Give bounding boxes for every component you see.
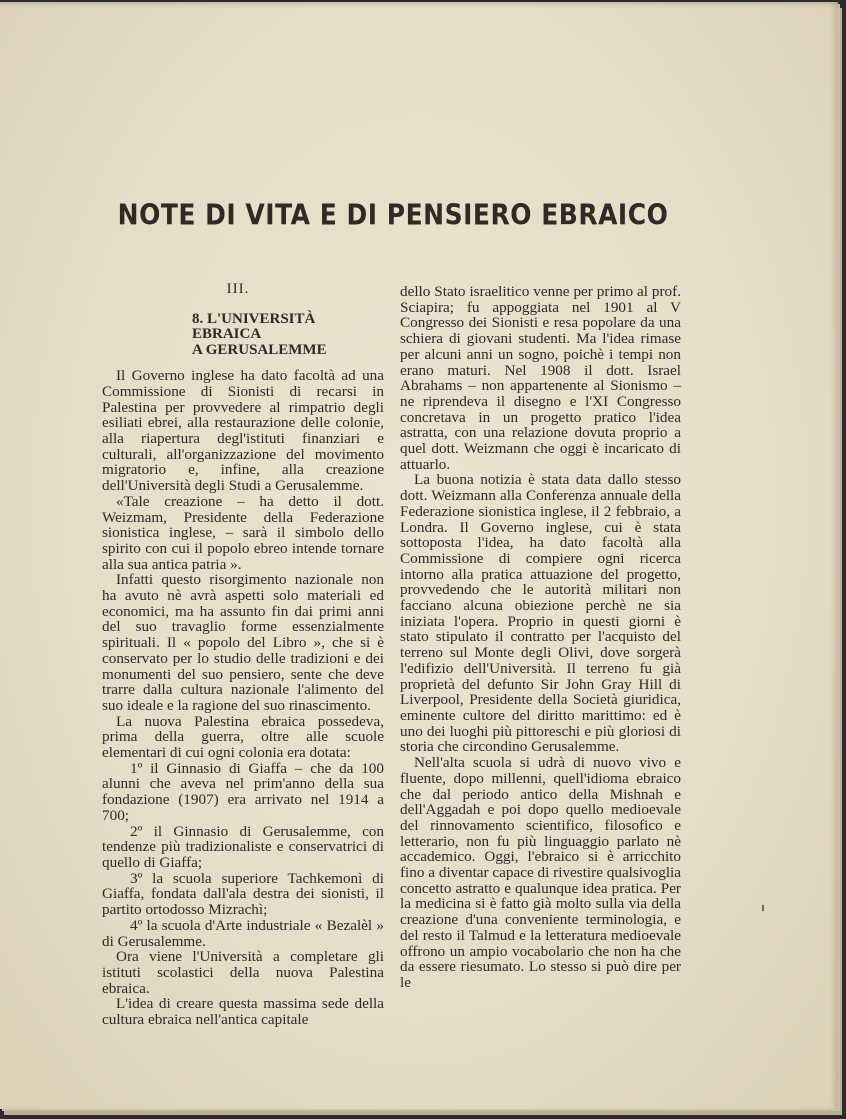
list-item: 1º il Ginnasio di Giaffa – che da 100 alunni che aveva nel prim'anno della sua fondazione (1907) era arrivato nel 1914 a 700; (102, 759, 384, 824)
section-heading-line-2: A GERUSALEMME (192, 341, 327, 358)
list-item: 2º il Ginnasio di Gerusalemme, con tendenze più tradizionaliste e conservatrici di quello di Giaffa; (102, 822, 384, 871)
paragraph: Ora viene l'Università a completare gli istituti scolastici della nuova Palestina ebraica. (102, 948, 384, 997)
page-edge-right (830, 2, 838, 1109)
left-column (102, 282, 384, 1028)
list-item: 4º la scuola d'Arte industriale « Bezalèl » di Gerusalemme. (102, 916, 384, 950)
page-title: NOTE DI VITA E DI PENSIERO EBRAICO (117, 197, 669, 232)
paragraph: Il Governo inglese ha dato facoltà ad una Commissione di Sionisti di recarsi in Palestina per provvedere al rimpatrio degli esiliati ebrei, alla restaurazione delle colonie, alla riapertura degl'istituti finanziari e culturali, all'organizzazione del movimento migratorio e, infine, alla creazione dell'Università degli Studi a Gerusalemme. (102, 367, 384, 495)
right-column (400, 284, 681, 991)
paragraph: dello Stato israelitico venne per primo al prof. Sciapira; fu appoggiata nel 1901 al V Congresso dei Sionisti e resa popolare da una schiera di giovani studenti. Ma l'idea rimase per alcuni anni un sogno, poichè i tempi non erano maturi. Nel 1908 il dott. Israel Abrahams – non appartenente al Sionismo – ne riprendeva il disegno e l'XI Congresso concretava in un progetto pratico l'idea astratta, con una relazione dovuta proprio a quel dott. Weizmann che oggi è incaricato di attuarlo. (400, 283, 681, 473)
paragraph: La buona notizia è stata data dallo stesso dott. Weizmann alla Conferenza annuale della Federazione sionistica inglese, il 2 febbraio, a Londra. Il Governo inglese, cui è stata sottoposta l'idea, ha dato facoltà alla Commissione di compiere ogni ricerca intorno alla pratica attuazione del progetto, provvedendo che le autorità militari non facciano alcuna obiezione perchè ne sia iniziata l'opera. Proprio in questi giorni è stato stipulato il contratto per l'acquisto del terreno sul Monte degli Olivi, dove sorgerà l'edifizio dell'Università. Il terreno fu già proprietà del defunto Sir John Gray Hill di Liverpool, Presidente della Società giuridica, eminente cultore del diritto marittimo: ed è uno dei luoghi più pittoreschi e più gloriosi di storia che circondino Gerusalemme. (400, 471, 681, 756)
paragraph: Nell'alta scuola si udrà di nuovo vivo e fluente, dopo millenni, quell'idioma ebraico che dal periodo antico della Mishnah e dell'Aggadah e poi dopo quello medioevale del rinnovamento scientifico, filosofico e letterario, non fu più linguaggio parlato nè accademico. Oggi, l'ebraico si è arricchito fino a diventar capace di rivestire qualsivoglia concetto astratto e qualunque idea pratica. Per la medicina si è fatto già molto sulla via della creazione d'una conveniente terminologia, e del resto il Talmud e la letteratura medioevale offrono un ampio vocabolario che non ha che da essere riesumato. Lo stesso si può dire per le (400, 754, 681, 991)
paragraph: «Tale creazione – ha detto il dott. Weizmam, Presidente della Federazione sionistica inglese, – sarà il simbolo dello spirito con cui il popolo ebreo intende tornare alla sua antica patria ». (102, 492, 384, 573)
paragraph: Infatti questo risorgimento nazionale non ha avuto nè avrà aspetti solo materiali ed economici, ma ha assunto fin dai primi anni del suo travaglio forme essenzialmente spirituali. Il « popolo del Libro », che si è conservato per lo studio delle tradizioni e dei monumenti del suo pensiero, sente che deve trarre dalla cultura nazionale l'alimento del suo ideale e la ragione del suo rinascimento. (102, 571, 384, 714)
paragraph: L'idea di creare questa massima sede della cultura ebraica nell'antica capitale (102, 995, 384, 1029)
document-page (0, 2, 838, 1109)
list-item: 3º la scuola superiore Tachkemonì di Giaffa, fondata dall'ala destra dei sionisti, il partito ortodosso Mizrachì; (102, 869, 384, 919)
section-heading (192, 312, 384, 359)
ink-mark (762, 905, 764, 911)
paragraph: La nuova Palestina ebraica possedeva, prima della guerra, oltre alle scuole elementari di cui ogni colonia era dotata: (102, 712, 384, 762)
section-heading-line-1: 8. L'UNIVERSITÀ EBRAICA (192, 310, 316, 343)
page-edge-top (0, 2, 838, 8)
chapter-number: III. (226, 281, 250, 297)
